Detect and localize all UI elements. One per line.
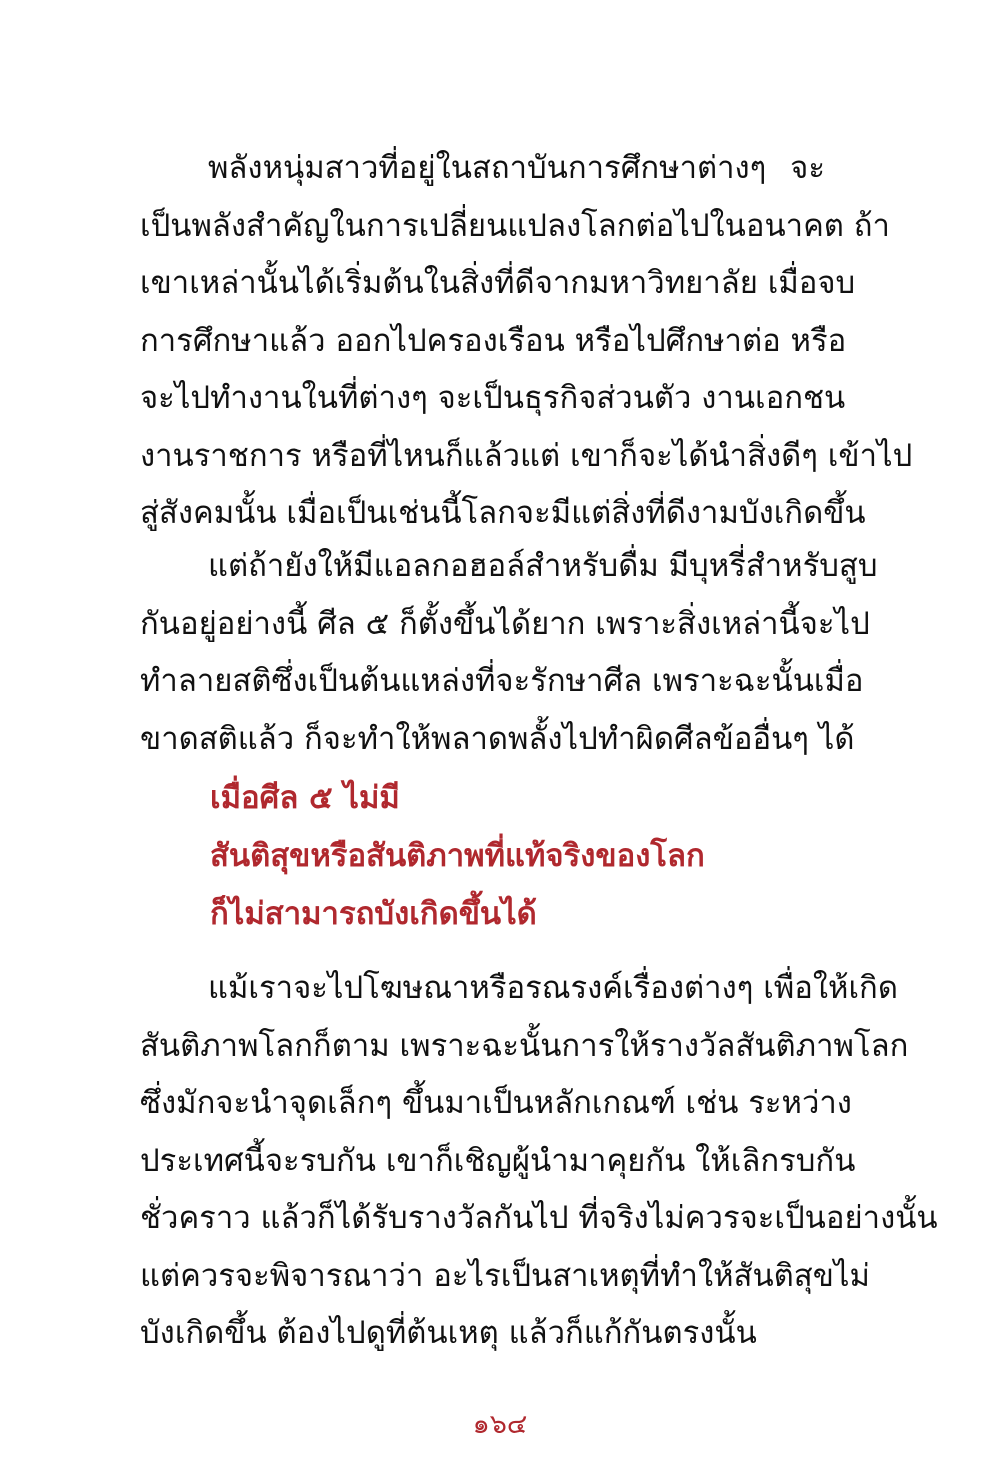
paragraph-line: แต่ถ้ายังให้มีแอลกอฮอล์สำหรับดื่ม มีบุหรี่สำหรับสูบ — [208, 548, 878, 584]
body-paragraph-1 — [140, 140, 913, 543]
paragraph-line: สันติภาพโลกก็ตาม เพราะฉะนั้นการให้รางวัลสันติภาพโลก — [140, 1027, 909, 1064]
paragraph-line: การศึกษาแล้ว ออกไปครองเรือน หรือไปศึกษาต่อ หรือ — [140, 322, 847, 359]
body-paragraph-2 — [140, 538, 878, 768]
highlight-line: สันติสุขหรือสันติภาพที่แท้จริงของโลก — [210, 838, 705, 874]
paragraph-line: สู่สังคมนั้น เมื่อเป็นเช่นนี้โลกจะมีแต่สิ่งที่ดีงามบังเกิดขึ้น — [140, 495, 866, 531]
highlight-line: ก็ไม่สามารถบังเกิดขึ้นได้ — [210, 896, 537, 932]
page-number: ๑๖๔ — [472, 1409, 528, 1440]
highlight-line: เมื่อศีล ๕ ไม่มี — [210, 780, 400, 816]
paragraph-line: งานราชการ หรือที่ไหนก็แล้วแต่ เขาก็จะได้นำสิ่งดีๆ เข้าไป — [140, 437, 913, 474]
body-paragraph-3 — [140, 960, 938, 1363]
paragraph-line: ขาดสติแล้ว ก็จะทำให้พลาดพลั้งไปทำผิดศีลข้ออื่นๆ ได้ — [140, 720, 855, 757]
paragraph-line: พลังหนุ่มสาวที่อยู่ในสถาบันการศึกษาต่างๆ จะ — [208, 150, 825, 186]
paragraph-line: ชั่วคราว แล้วก็ได้รับรางวัลกันไป ที่จริงไม่ควรจะเป็นอย่างนั้น — [140, 1200, 938, 1236]
paragraph-line: บังเกิดขึ้น ต้องไปดูที่ต้นเหตุ แล้วก็แก้กันตรงนั้น — [140, 1315, 757, 1351]
paragraph-line: กันอยู่อย่างนี้ ศีล ๕ ก็ตั้งขึ้นได้ยาก เพราะสิ่งเหล่านี้จะไป — [140, 605, 870, 642]
paragraph-line: ทำลายสติซึ่งเป็นต้นแหล่งที่จะรักษาศีล เพราะฉะนั้นเมื่อ — [140, 663, 864, 699]
paragraph-line: ประเทศนี้จะรบกัน เขาก็เชิญผู้นำมาคุยกัน ให้เลิกรบกัน — [140, 1142, 856, 1179]
paragraph-line: แม้เราจะไปโฆษณาหรือรณรงค์เรื่องต่างๆ เพื่อให้เกิด — [208, 970, 898, 1006]
paragraph-line: ซึ่งมักจะนำจุดเล็กๆ ขึ้นมาเป็นหลักเกณฑ์ เช่น ระหว่าง — [140, 1085, 852, 1121]
paragraph-line: แต่ควรจะพิจารณาว่า อะไรเป็นสาเหตุที่ทำให้สันติสุขไม่ — [140, 1257, 870, 1294]
paragraph-line: เป็นพลังสำคัญในการเปลี่ยนแปลงโลกต่อไปในอนาคต ถ้า — [140, 207, 890, 244]
paragraph-line: เขาเหล่านั้นได้เริ่มต้นในสิ่งที่ดีจากมหาวิทยาลัย เมื่อจบ — [140, 265, 856, 301]
paragraph-line: จะไปทำงานในที่ต่างๆ จะเป็นธุรกิจส่วนตัว งานเอกชน — [140, 380, 846, 416]
highlight-quote — [210, 769, 810, 943]
